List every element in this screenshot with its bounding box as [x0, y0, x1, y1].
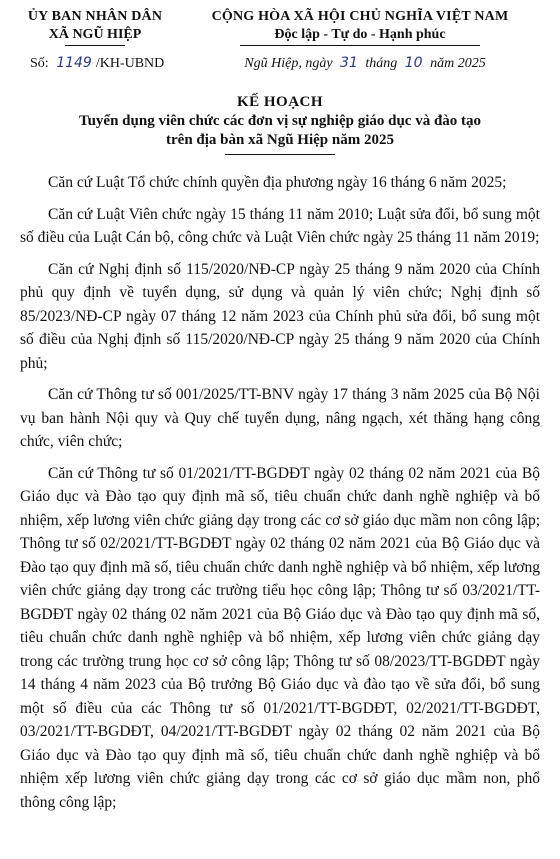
document-title-block: [20, 93, 540, 155]
legal-basis-paragraph: Căn cứ Nghị định số 115/2020/NĐ-CP ngày 25 tháng 9 năm 2020 của Chính phủ quy định về tuyển dụng, sử dụng và quản lý viên chức; Nghị định số 85/2023/NĐ-CP ngày 07 tháng 12 năm 2023 của Chính phủ sửa đổi, bổ sung một số điều của Nghị định số 115/2020/NĐ-CP ngày 25 tháng 9 năm 2020 của Chính phủ;: [20, 260, 540, 372]
number-prefix: Số:: [30, 56, 49, 71]
title-rule: [225, 154, 335, 155]
month-word: tháng: [365, 56, 398, 71]
place-date-prefix: Ngũ Hiệp, ngày: [244, 56, 333, 71]
year-text: năm 2025: [430, 56, 486, 71]
legal-basis-paragraph: Căn cứ Luật Viên chức ngày 15 tháng 11 năm 2010; Luật sửa đổi, bổ sung một số điều của Luật Cán bộ, công chức và Luật Viên chức ngày 25 tháng 11 năm 2019;: [20, 205, 540, 246]
document-subtitle-line2: trên địa bàn xã Ngũ Hiệp năm 2025: [166, 132, 394, 148]
document-meta: [20, 54, 540, 73]
country-name: CỘNG HÒA XÃ HỘI CHỦ NGHĨA VIỆT NAM: [211, 9, 509, 24]
legal-basis-paragraph: Căn cứ Thông tư số 001/2025/TT-BNV ngày 17 tháng 3 năm 2025 của Bộ Nội vụ ban hành Nội quy và Quy chế tuyển dụng, nâng ngạch, xét thăng hạng công chức, viên chức;: [20, 386, 540, 450]
authority-name: ỦY BAN NHÂN DÂN: [27, 9, 163, 24]
document-body: [20, 171, 540, 814]
number-suffix: /KH-UBND: [95, 56, 165, 71]
national-motto: [180, 8, 540, 46]
motto: Độc lập - Tự do - Hạnh phúc: [274, 27, 446, 42]
document-header: [20, 8, 540, 46]
legal-basis-paragraph: Căn cứ Luật Tổ chức chính quyền địa phương ngày 16 tháng 6 năm 2025;: [48, 174, 507, 191]
handwritten-month: 10: [404, 55, 423, 71]
authority-commune: XÃ NGŨ HIỆP: [48, 27, 142, 42]
place-and-date: [190, 54, 540, 73]
handwritten-number: 1149: [56, 55, 92, 71]
legal-basis-paragraph: Căn cứ Thông tư số 01/2021/TT-BGDĐT ngày 02 tháng 02 năm 2021 của Bộ Giáo dục và Đào tạo quy định mã số, tiêu chuẩn chức danh nghề nghiệp và bổ nhiệm, xếp lương viên chức giảng dạy trong các cơ sở giáo dục mầm non công lập; Thông tư số 02/2021/TT-BGDĐT ngày 02 tháng 02 năm 2021 của Bộ Giáo dục và Đào tạo quy định mã số, tiêu chuẩn chức danh nghề nghiệp và bổ nhiệm, xếp lương viên chức giảng dạy trong các trường tiểu học công lập; Thông tư số 03/2021/TT-BGDĐT ngày 02 tháng 02 năm 2021 của Bộ Giáo dục và Đào tạo quy định mã số, tiêu chuẩn chức danh nghề nghiệp và bổ nhiệm, xếp lương viên chức giảng dạy trong các trường trung học cơ sở công lập; Thông tư số 08/2023/TT-BGDĐT ngày 14 tháng 4 năm 2023 của Bộ trưởng Bộ Giáo dục và đào tạo về sửa đổi, bổ sung một số điều của các Thông tư số 01/2021/TT-BGDĐT, 02/2021/TT-BGDĐT, 03/2021/TT-BGDĐT, 04/2021/TT-BGDĐT ngày 02 tháng 02 năm 2021 của Bộ Giáo dục và Đào tạo quy định mã số, tiêu chuẩn chức danh nghề nghiệp và bổ nhiệm xếp lương viên chức giảng dạy trong các cơ sở giáo dục mầm non, phổ thông công lập;: [20, 464, 540, 811]
handwritten-day: 31: [340, 55, 358, 71]
authority-underline: [65, 45, 125, 46]
document-title: KẾ HOẠCH: [236, 94, 324, 110]
document-number: [20, 54, 190, 73]
document-subtitle-line1: Tuyển dụng viên chức các đơn vị sự nghiệp giáo dục và đào tạo: [78, 113, 482, 129]
issuing-authority: [20, 8, 170, 46]
motto-underline: [240, 45, 480, 46]
